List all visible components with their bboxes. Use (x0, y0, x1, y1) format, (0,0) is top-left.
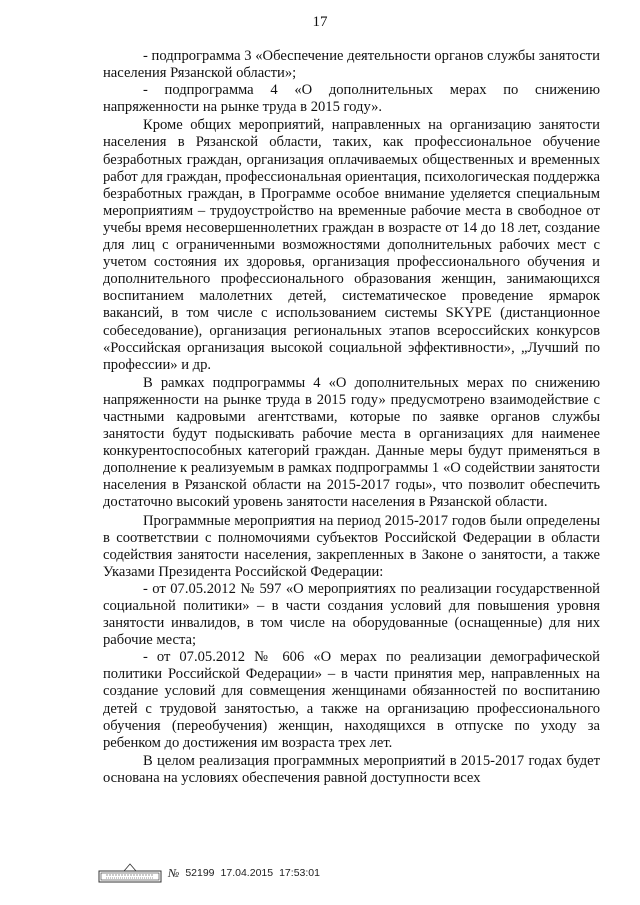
paragraph: В целом реализация программных мероприятий в 2015-2017 годах будет основана на условиях обеспечения равной доступности всех (103, 752, 600, 786)
page-number: 17 (312, 14, 328, 30)
number-sign: № (168, 865, 180, 880)
paragraph: - от 07.05.2012 № 597 «О мероприятиях по реализации государственной социальной политики» – в части создания условий для повышения уровня занятости инвалидов, в том числе на оборудованные (оснащенные) для них рабочие места; (103, 580, 600, 649)
registration-time: 17:53:01 (279, 867, 320, 879)
paragraph: Программные мероприятия на период 2015-2017 годов были определены в соответствии с полномочиями субъектов Российской Федерации в области содействия занятости населения, закрепленных в Законе о занятости, а также Указами Президента Российской Федерации: (103, 512, 600, 580)
paragraph: - подпрограмма 4 «О дополнительных мерах по снижению напряженности на рынке труда в 2015 году». (103, 82, 600, 116)
document-body (103, 48, 600, 787)
paragraph: - подпрограмма 3 «Обеспечение деятельности органов службы занятости населения Рязанской области»; (103, 48, 600, 82)
registration-date: 17.04.2015 (220, 867, 274, 879)
document-number: 52199 (185, 867, 215, 879)
paragraph: Кроме общих мероприятий, направленных на организацию занятости населения в Рязанской области, таких, как профессиональное обучение безработных граждан, организация оплачиваемых общественных и временных работ для граждан, профессиональная ориентация, психологическая поддержка безработных граждан, в Программе особое внимание уделяется специальным мероприятиям – трудоустройство на временные рабочие места в свободное от учебы время несовершеннолетних граждан в возрасте от 14 до 18 лет, создание для лиц с ограниченными возможностями дополнительных рабочих мест с учетом состояния их здоровья, организация профессионального обучения и дополнительного профессионального образования женщин, занимающихся воспитанием малолетних детей, систематическое проведение ярмарок вакансий, в том числе с использованием системы SKYPE (дистанционное собеседование), организация региональных этапов всероссийских конкурсов «Российская организация высокой социальной эффективности», „Лучший по профессии» и др. (103, 117, 600, 373)
paragraph: - от 07.05.2012 № 606 «О мерах по реализации демографической политики Российской Федерации» – в части принятия мер, направленных на создание условий для совмещения женщинами обязанностей по воспитанию детей с трудовой занятостью, а также на организацию профессионального обучения (переобучения) женщин, находящихся в отпуске по уходу за ребенком до достижения им возраста трех лет. (103, 649, 600, 751)
registry-stamp-icon (98, 862, 162, 884)
registration-footer (98, 862, 326, 884)
paragraph: В рамках подпрограммы 4 «О дополнительных мерах по снижению напряженности на рынке труда в 2015 году» предусмотрено взаимодействие с частными кадровыми агентствами, которые по заявке органов службы занятости будут подыскивать рабочие места в организациях для наименее конкурентоспособных категорий граждан. Данные меры будут применяться в дополнение к реализуемым в рамках подпрограммы 1 «О содействии занятости населения в Рязанской области на 2015-2017 годы», что позволит обеспечить достаточно высокий уровень занятости населения в Рязанской области. (103, 374, 600, 511)
